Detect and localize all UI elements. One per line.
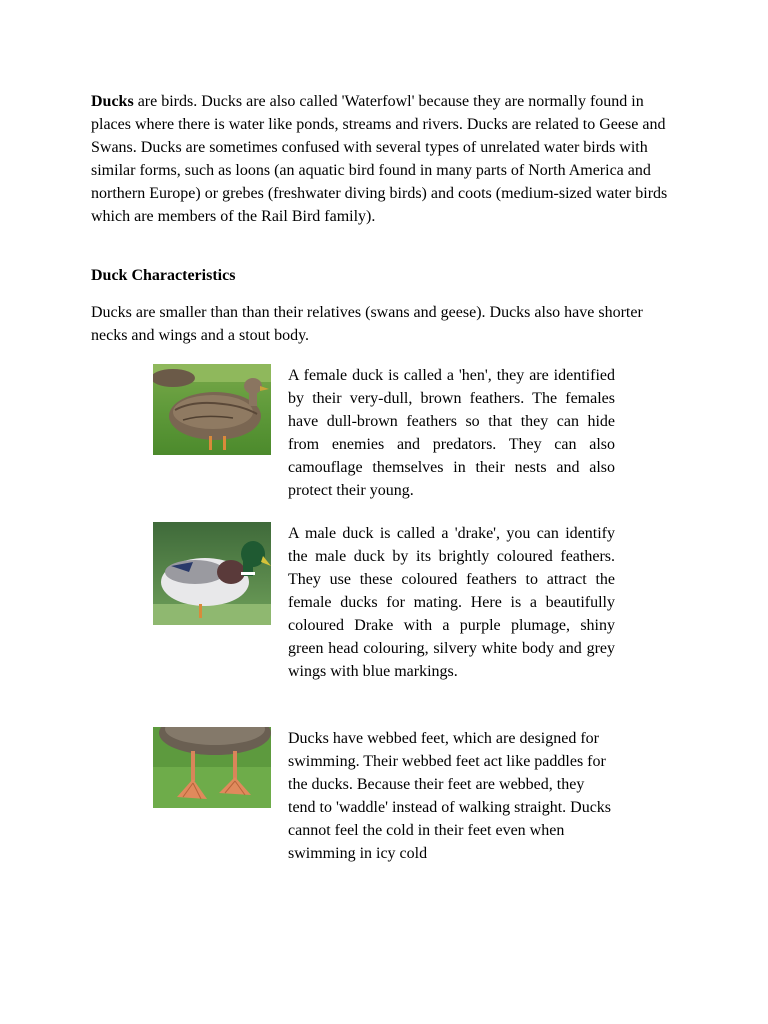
- intro-lead-word: Ducks: [91, 93, 134, 110]
- section-summary: Ducks are smaller than than their relatives (swans and geese). Ducks also have shorter necks and wings and a stout body.: [91, 304, 643, 344]
- female-duck-text: A female duck is called a 'hen', they are identified by their very-dull, brown feathers. The females have dull-brown feathers so that they can hide from enemies and predators. They can also camouflage themselves in their nests and also protect their young.: [288, 367, 615, 499]
- intro-paragraph: [91, 90, 671, 228]
- webbed-feet-photo: [153, 727, 271, 808]
- male-duck-photo: [153, 522, 271, 625]
- intro-text: are birds. Ducks are also called 'Waterfowl' because they are normally found in places where there is water like ponds, streams and rivers. Ducks are related to Geese and Swans. Ducks are sometimes confused with several types of unrelated water birds with similar forms, such as loons (an aquatic bird found in many parts of North America and northern Europe) or grebes (freshwater diving birds) and coots (medium-sized water birds which are members of the Rail Bird family).: [91, 93, 668, 225]
- male-duck-text: A male duck is called a 'drake', you can identify the male duck by its brightly coloured feathers. They use these coloured feathers to attract the female ducks for mating. Here is a beautifully coloured Drake with a purple plumage, shiny green head colouring, silvery white body and grey wings with blue markings.: [288, 525, 615, 680]
- section-heading: Duck Characteristics: [91, 267, 236, 284]
- webbed-feet-text: Ducks have webbed feet, which are designed for swimming. Their webbed feet act like paddles for the ducks. Because their feet are webbed, they tend to 'waddle' instead of walking straight. Ducks cannot feel the cold in their feet even when swimming in icy cold: [288, 730, 612, 862]
- female-duck-photo: [153, 364, 271, 455]
